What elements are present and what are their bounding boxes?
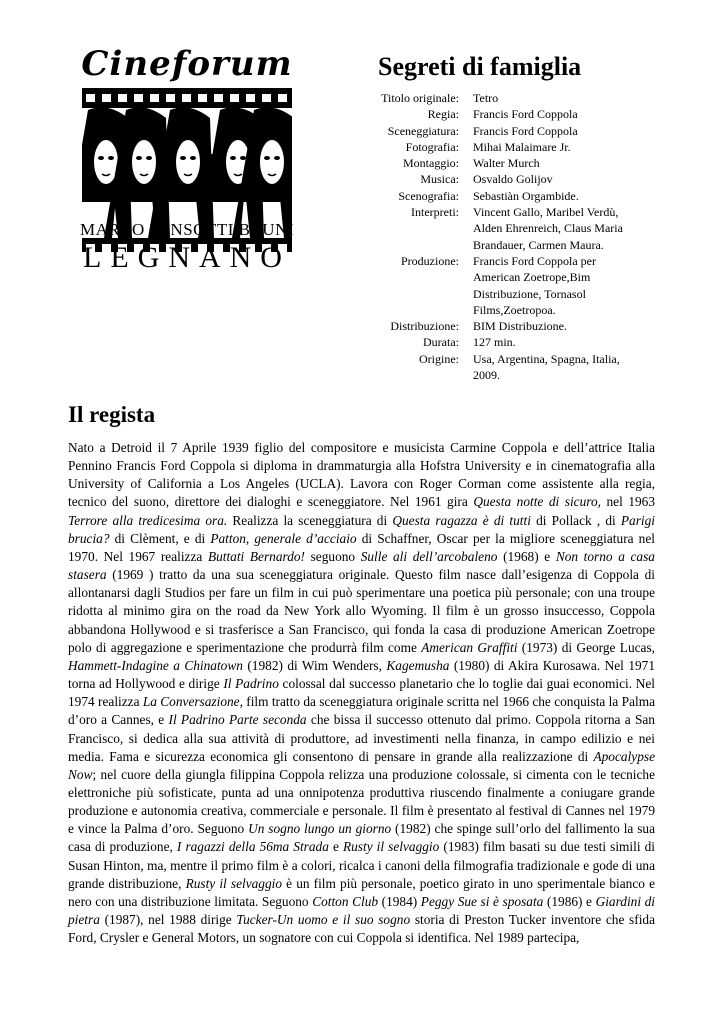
film-title-ref: Rusty il selvaggio	[342, 839, 440, 855]
bio-text: di Clèment, e di	[109, 530, 211, 546]
bio-text: è un film più personale, poetico girato in uno sperimentale bianco e nero con una distribuzione limitata. Seguono	[68, 875, 655, 909]
logo-line-1: MARCO PENSOTTI BRUNI	[79, 220, 295, 239]
credit-row	[362, 253, 662, 318]
credit-label: Titolo originale:	[381, 91, 459, 105]
credit-label: Montaggio:	[403, 156, 459, 171]
credit-value: Walter Murch	[473, 156, 540, 171]
bio-text: film tratto da sceneggiatura originale scritta nel 1966 che conquista la Palma d’oro a Cannes, e	[68, 694, 655, 728]
film-title-ref: Questa ragazza è di tutti	[392, 512, 531, 528]
credit-row	[362, 123, 662, 139]
credit-row	[362, 318, 662, 334]
credit-label: Regia:	[427, 107, 459, 122]
credit-label: Scenografia:	[398, 188, 459, 203]
credit-value: Tetro	[473, 91, 499, 105]
credit-value: Francis Ford Coppola per American Zoetrope,Bim Distribuzione, Tornasol Films,Zoetropoa.	[473, 253, 596, 317]
cineforum-logo	[78, 44, 296, 274]
film-title-ref: Parigi brucia?	[68, 512, 656, 546]
bio-text: (1984)	[378, 893, 421, 909]
logo-line-2: LEGNANO	[83, 241, 291, 274]
credit-label: Interpreti:	[411, 205, 459, 220]
credit-value: Francis Ford Coppola	[473, 123, 578, 138]
bio-text: nel 1963	[600, 494, 656, 510]
credit-row	[362, 155, 662, 171]
credit-row	[362, 139, 662, 155]
bio-text: Realizza la sceneggiatura di	[227, 512, 393, 528]
film-title-ref: Terrore alla tredicesima ora.	[68, 512, 228, 528]
credit-row	[362, 188, 662, 204]
credits-table	[362, 90, 662, 383]
credit-label: Origine:	[419, 351, 459, 366]
film-title-ref: Il Padrino	[223, 676, 279, 692]
film-title-ref: Giardini di pietra	[68, 893, 655, 928]
bio-text: e	[328, 839, 343, 855]
bio-text: Nato a Detroid il 7 Aprile 1939 figlio del compositore e musicista Carmine Coppola e dell’attrice Italia Pennino Francis Ford Coppola si diploma in drammaturgia alla Hofstra University e in cinematografia alla University of California a Los Angeles (UCLA). Lavora con Roger Corman come assistente alla regia, tecnico del suono, direttore dei dialoghi e sceneggiatore. Nel 1961 gira	[68, 440, 655, 510]
credit-label: Produzione:	[401, 253, 459, 268]
credit-value: Vincent Gallo, Maribel Verdù, Alden Ehrenreich, Claus Maria Brandauer, Carmen Maura.	[473, 205, 623, 252]
logo-title: Cineforum	[81, 44, 293, 84]
film-title-ref: Patton, generale d’acciaio	[210, 530, 357, 546]
director-biography	[68, 439, 655, 947]
bio-text: (1969 ) tratto da una sua sceneggiatura originale. Questo film nasce dall’esigenza di Coppola di allontanarsi dagli Studios per fare un film in cui può sperimentare una poetica più personale; con una troupe ridotta al minimo gira on the road da New York allo Wyoming. Il film è un grosso insuccesso, Coppola abbandona Hollywood e si trasferisce a San Francisco, qui fonda la casa di produzione American Zoetrope polo di aggregazione e sperimentazione che produrrà film come	[68, 567, 655, 655]
film-title-ref: Tucker-Un uomo e il suo sogno	[236, 912, 411, 928]
credit-row	[362, 334, 662, 350]
film-title-ref: Hammett-Indagine a Chinatown	[68, 657, 243, 673]
bio-text: di Pollack , di	[530, 512, 621, 528]
credit-value: Usa, Argentina, Spagna, Italia, 2009.	[473, 351, 620, 383]
film-title-ref: Sulle ali dell’arcobaleno	[360, 548, 498, 564]
bio-text: (1968) e	[497, 548, 556, 564]
credit-value: Sebastiàn Orgambide.	[473, 188, 579, 203]
bio-text: ; nel cuore della giungla filippina Coppola relizza una produzione colossale, si cimenta con le tecniche elettroniche più sofisticate, punta ad una onnipotenza produttiva riuscendo finalmente a coniugare grande produzione e autonomia creativa, commerciale e personale. Il film è presentato al festival di Cannes nel 1979 e vince la Palma d’oro. Seguono	[68, 766, 655, 837]
bio-text: (1986) e	[543, 893, 596, 909]
bio-text: storia di Preston Tucker inventore che sfida Ford, Crysler e General Motors, un sognatore con cui Coppola si identifica. Nel 1989 partecipa,	[68, 912, 655, 946]
credit-label: Distribuzione:	[390, 319, 459, 334]
bio-text: (1982) che spinge sull’orlo del fallimento la sua casa di produzione,	[68, 821, 655, 855]
film-title-ref: Kagemusha	[386, 657, 450, 673]
film-title-ref: Cotton Club	[312, 893, 379, 909]
film-title-ref: I ragazzi della 56ma Strada	[176, 839, 329, 855]
credit-label: Sceneggiatura:	[387, 123, 459, 138]
bio-text: di Schaffner, Oscar per la migliore sceneggiatura nel 1970. Nel 1967 realizza	[68, 530, 655, 564]
bio-text: (1980) di Akira Kurosawa. Nel 1971 torna ad Hollywood e dirige	[68, 657, 656, 692]
credit-row	[362, 106, 662, 122]
credit-row	[362, 351, 662, 384]
film-title-ref: Non torno a casa stasera	[68, 548, 655, 583]
bio-text: (1983) film basati su due testi simili di Susan Hinton, ma, mentre il primo film è a colori, ricalca i canoni della filmografia tradizionale e gode di una grande distribuzione,	[68, 839, 655, 891]
film-title: Segreti di famiglia	[378, 52, 582, 81]
credit-row	[362, 171, 662, 187]
film-title-ref: Rusty il selvaggio	[185, 875, 283, 891]
credit-label: Fotografia:	[405, 139, 459, 154]
bio-text: che bissa il successo ottenuto dal primo. Coppola ritorna a San Francisco, si dedica alla sua attività di produttore, ad investimenti nella finanza, in campo edilizio e nei media. Fama e sicurezza economica gli consentono di pensare in grande alla realizzazione di	[68, 712, 655, 764]
section-title: Il regista	[68, 402, 156, 427]
film-title-ref: La Conversazione,	[142, 694, 243, 710]
film-title-ref: Apocalypse Now	[68, 748, 655, 782]
bio-text: (1987), nel 1988 dirige	[99, 912, 237, 928]
bio-text: colossal dal successo planetario che lo toglie dai guai economici. Nel 1974 realizza	[68, 676, 656, 710]
credit-label: Musica:	[420, 172, 459, 187]
film-title-ref: Buttati Bernardo!	[207, 548, 305, 564]
credit-value: Francis Ford Coppola	[473, 107, 578, 122]
film-title-ref: Un sogno lungo un giorno	[248, 821, 392, 837]
credit-value: BIM Distribuzione.	[473, 319, 567, 334]
credit-value: Osvaldo Golijov	[473, 172, 553, 187]
credit-label: Durata:	[423, 335, 459, 350]
film-title-ref: American Graffiti	[421, 639, 518, 655]
credit-row	[362, 90, 662, 106]
film-title-ref: Il Padrino Parte seconda	[168, 712, 307, 728]
film-title-ref: Questa notte di sicuro,	[473, 494, 601, 510]
bio-text: (1982) di Wim Wenders,	[242, 657, 387, 673]
bio-text: seguono	[304, 548, 361, 564]
credit-value: 127 min.	[473, 335, 516, 350]
film-title-ref: Peggy Sue si è sposata	[420, 893, 544, 909]
credit-value: Mihai Malaimare Jr.	[473, 139, 571, 154]
credit-row	[362, 204, 662, 253]
bio-text: (1973) di George Lucas,	[517, 639, 655, 655]
